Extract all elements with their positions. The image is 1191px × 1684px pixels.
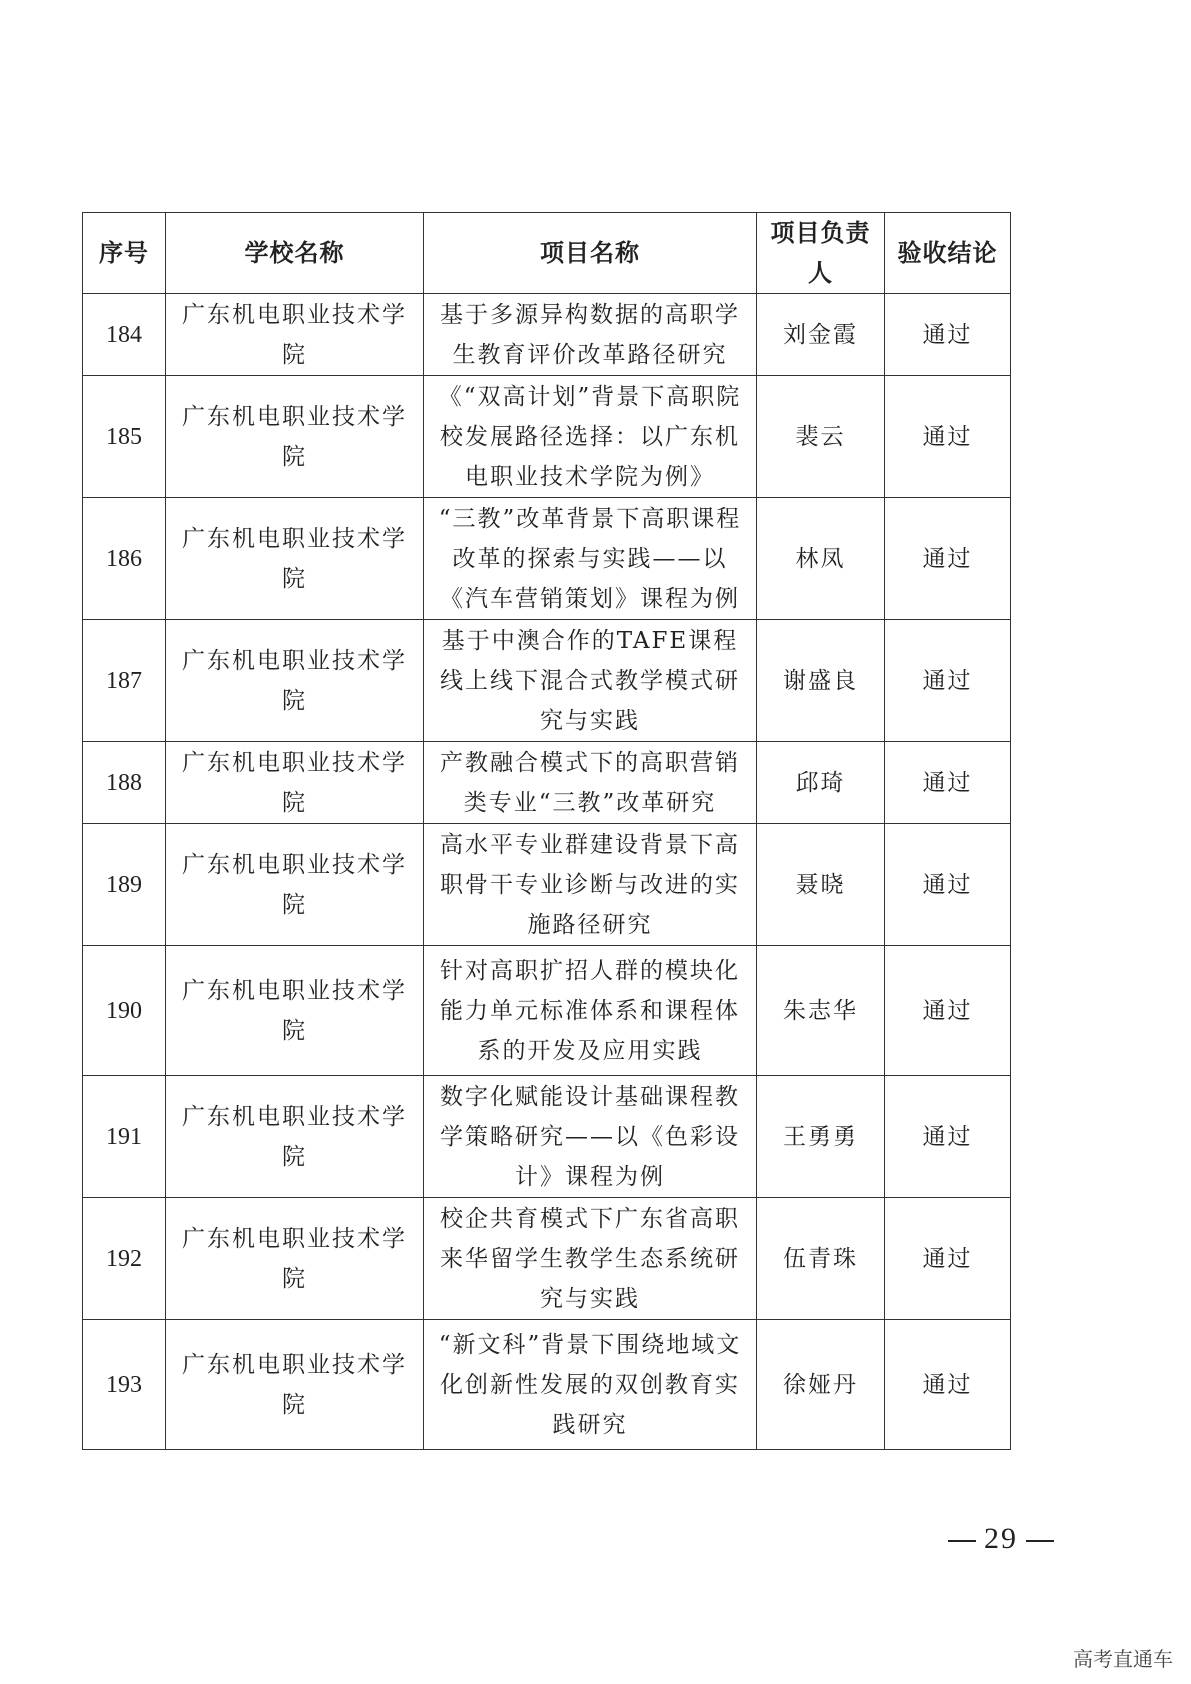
cell-leader: 聂晓 bbox=[757, 824, 885, 946]
cell-school: 广东机电职业技术学院 bbox=[166, 498, 424, 620]
cell-result: 通过 bbox=[885, 294, 1011, 376]
cell-index: 185 bbox=[83, 376, 166, 498]
cell-index: 188 bbox=[83, 742, 166, 824]
cell-index: 190 bbox=[83, 946, 166, 1076]
cell-index: 186 bbox=[83, 498, 166, 620]
cell-project: 数字化赋能设计基础课程教学策略研究——以《色彩设计》课程为例 bbox=[424, 1076, 757, 1198]
table-row bbox=[83, 1320, 1011, 1450]
cell-project: 高水平专业群建设背景下高职骨干专业诊断与改进的实施路径研究 bbox=[424, 824, 757, 946]
cell-project: 针对高职扩招人群的模块化能力单元标准体系和课程体系的开发及应用实践 bbox=[424, 946, 757, 1076]
cell-result: 通过 bbox=[885, 1076, 1011, 1198]
cell-result: 通过 bbox=[885, 498, 1011, 620]
header-index: 序号 bbox=[83, 213, 166, 294]
cell-leader: 谢盛良 bbox=[757, 620, 885, 742]
cell-project: 基于中澳合作的TAFE课程线上线下混合式教学模式研究与实践 bbox=[424, 620, 757, 742]
dash-left bbox=[948, 1540, 976, 1542]
cell-project: 基于多源异构数据的高职学生教育评价改革路径研究 bbox=[424, 294, 757, 376]
header-project: 项目名称 bbox=[424, 213, 757, 294]
cell-result: 通过 bbox=[885, 742, 1011, 824]
cell-leader: 裴云 bbox=[757, 376, 885, 498]
table-header-row bbox=[83, 213, 1011, 294]
cell-school: 广东机电职业技术学院 bbox=[166, 1320, 424, 1450]
table-row bbox=[83, 824, 1011, 946]
cell-result: 通过 bbox=[885, 1198, 1011, 1320]
cell-leader: 林凤 bbox=[757, 498, 885, 620]
cell-leader: 徐娅丹 bbox=[757, 1320, 885, 1450]
cell-school: 广东机电职业技术学院 bbox=[166, 946, 424, 1076]
cell-index: 191 bbox=[83, 1076, 166, 1198]
cell-index: 192 bbox=[83, 1198, 166, 1320]
header-school: 学校名称 bbox=[166, 213, 424, 294]
cell-result: 通过 bbox=[885, 946, 1011, 1076]
table-row bbox=[83, 1198, 1011, 1320]
cell-result: 通过 bbox=[885, 1320, 1011, 1450]
table-row bbox=[83, 620, 1011, 742]
cell-index: 189 bbox=[83, 824, 166, 946]
watermark: 高考直通车 bbox=[1073, 1647, 1173, 1671]
cell-project: 《“双高计划”背景下高职院校发展路径选择：以广东机电职业技术学院为例》 bbox=[424, 376, 757, 498]
cell-school: 广东机电职业技术学院 bbox=[166, 742, 424, 824]
cell-school: 广东机电职业技术学院 bbox=[166, 620, 424, 742]
table-row bbox=[83, 294, 1011, 376]
cell-index: 187 bbox=[83, 620, 166, 742]
table-row bbox=[83, 498, 1011, 620]
table-row bbox=[83, 376, 1011, 498]
table-row bbox=[83, 742, 1011, 824]
header-result: 验收结论 bbox=[885, 213, 1011, 294]
cell-result: 通过 bbox=[885, 824, 1011, 946]
dash-right bbox=[1026, 1540, 1054, 1542]
project-table bbox=[82, 212, 1011, 1450]
cell-index: 184 bbox=[83, 294, 166, 376]
cell-index: 193 bbox=[83, 1320, 166, 1450]
cell-school: 广东机电职业技术学院 bbox=[166, 294, 424, 376]
cell-project: 产教融合模式下的高职营销类专业“三教”改革研究 bbox=[424, 742, 757, 824]
cell-project: “新文科”背景下围绕地域文化创新性发展的双创教育实践研究 bbox=[424, 1320, 757, 1450]
cell-school: 广东机电职业技术学院 bbox=[166, 824, 424, 946]
table-row bbox=[83, 946, 1011, 1076]
page-number-value: 29 bbox=[984, 1522, 1018, 1555]
cell-leader: 刘金霞 bbox=[757, 294, 885, 376]
header-leader: 项目负责人 bbox=[757, 213, 885, 294]
cell-result: 通过 bbox=[885, 620, 1011, 742]
cell-leader: 邱琦 bbox=[757, 742, 885, 824]
cell-result: 通过 bbox=[885, 376, 1011, 498]
cell-project: 校企共育模式下广东省高职来华留学生教学生态系统研究与实践 bbox=[424, 1198, 757, 1320]
page-number bbox=[940, 1522, 1062, 1556]
cell-school: 广东机电职业技术学院 bbox=[166, 1076, 424, 1198]
cell-project: “三教”改革背景下高职课程改革的探索与实践——以《汽车营销策划》课程为例 bbox=[424, 498, 757, 620]
table-row bbox=[83, 1076, 1011, 1198]
cell-school: 广东机电职业技术学院 bbox=[166, 376, 424, 498]
cell-school: 广东机电职业技术学院 bbox=[166, 1198, 424, 1320]
cell-leader: 朱志华 bbox=[757, 946, 885, 1076]
cell-leader: 伍青珠 bbox=[757, 1198, 885, 1320]
cell-leader: 王勇勇 bbox=[757, 1076, 885, 1198]
